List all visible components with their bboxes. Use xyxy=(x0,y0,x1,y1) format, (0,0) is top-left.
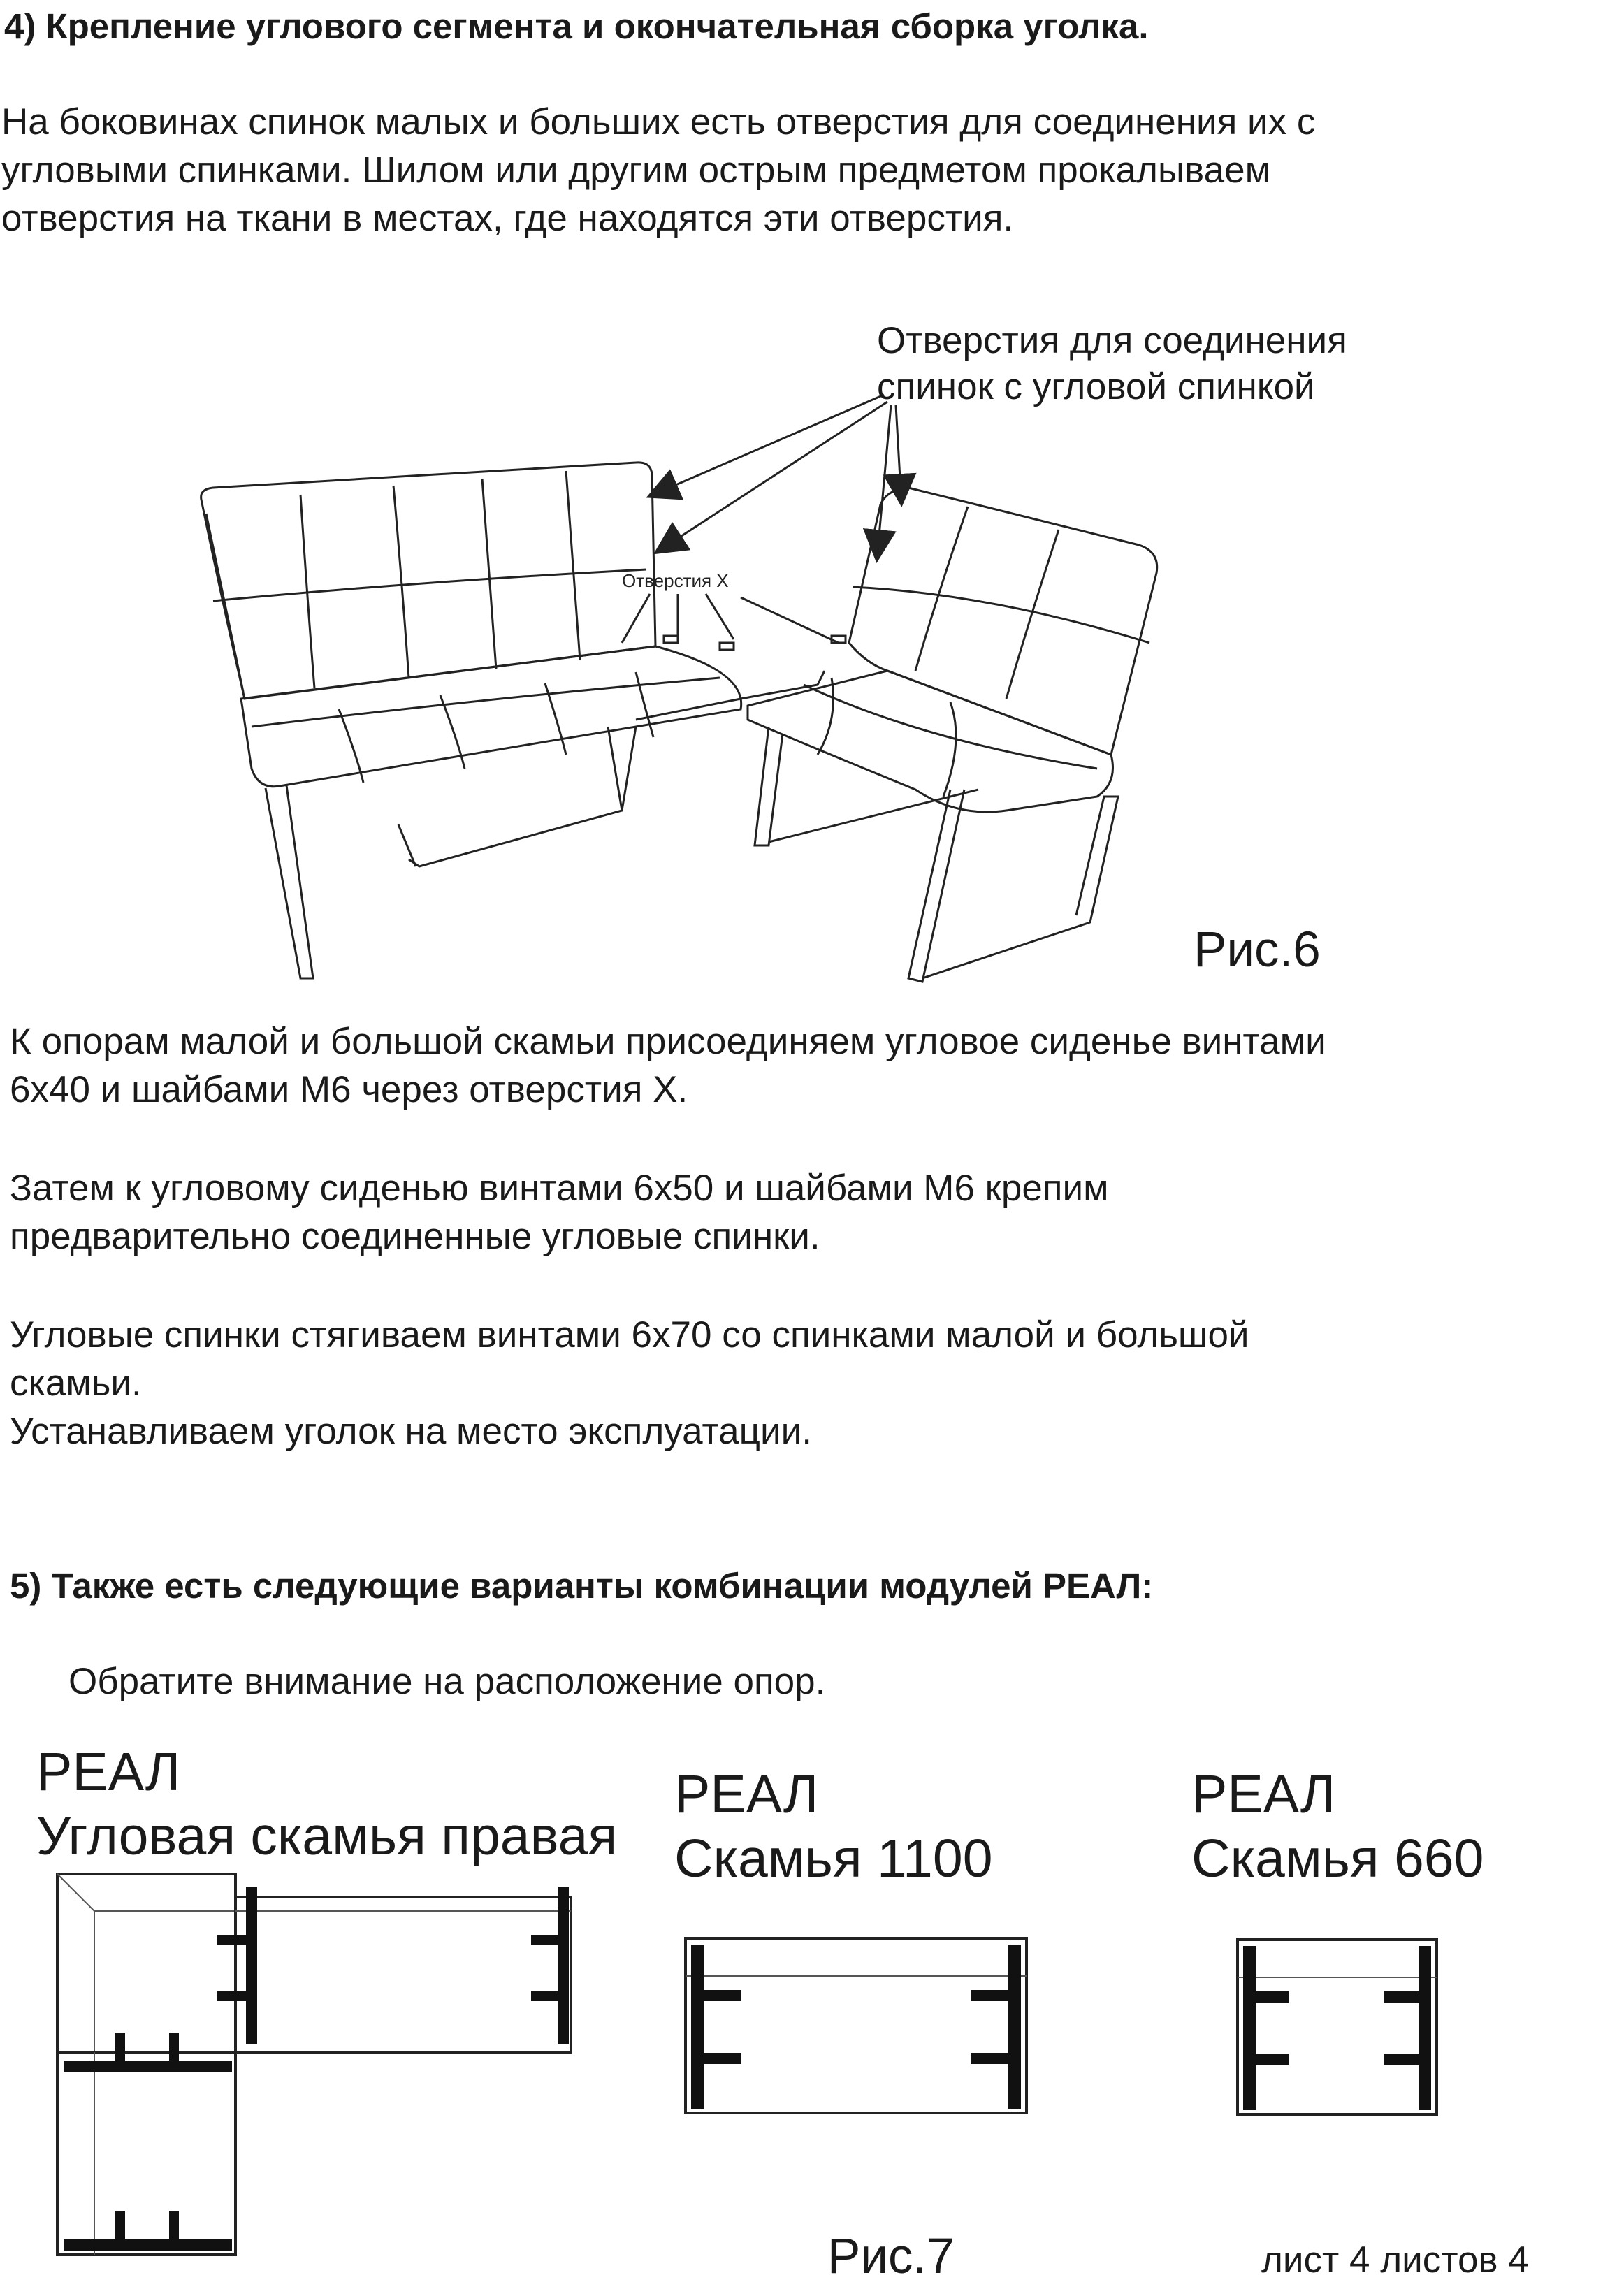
module-name-bench-1100: РЕАЛ Скамья 1100 xyxy=(674,1764,993,1889)
step-1-text: К опорам малой и большой скамьи присоединяем угловое сиденье винтами 6х40 и шайбами М6 через отверстия Х. xyxy=(10,1021,1326,1110)
figure-6-bench-drawing xyxy=(189,307,1195,992)
step-2-text: Затем к угловому сиденью винтами 6х50 и шайбами М6 крепим предварительно соединенные угловые спинки. xyxy=(10,1168,1109,1257)
module-name-corner-right: РЕАЛ Угловая скамья правая xyxy=(36,1742,618,1866)
step-3-text: Угловые спинки стягиваем винтами 6х70 со спинками малой и большой скамьи. Устанавливаем уголок на место эксплуатации. xyxy=(10,1314,1249,1452)
section-5-heading: 5) Также есть следующие варианты комбинации модулей РЕАЛ: xyxy=(10,1566,1154,1606)
section-4-intro: На боковинах спинок малых и больших есть отверстия для соединения их с угловыми спинками. Шилом или другим острым предметом прокалываем отверстия на ткани в местах, где находятся эти отверстия. xyxy=(1,101,1316,239)
figure-7-caption: Рис.7 xyxy=(827,2229,955,2284)
corner-bench-diagram xyxy=(49,1866,580,2257)
bench-660-diagram xyxy=(1233,1935,1443,2124)
callout-holes-label: Отверстия для соединения спинок с угловой спинкой xyxy=(877,320,1347,407)
section-4-heading: 4) Крепление углового сегмента и окончательная сборка уголка. xyxy=(4,6,1149,46)
callout-x-label: Отверстия Х xyxy=(622,570,729,591)
section-5-note: Обратите внимание на расположение опор. xyxy=(68,1661,826,1702)
figure-6-caption: Рис.6 xyxy=(1194,922,1321,978)
bench-1100-diagram xyxy=(681,1934,1031,2123)
module-name-bench-660: РЕАЛ Скамья 660 xyxy=(1191,1764,1484,1889)
page-label: лист 4 листов 4 xyxy=(1261,2239,1529,2281)
